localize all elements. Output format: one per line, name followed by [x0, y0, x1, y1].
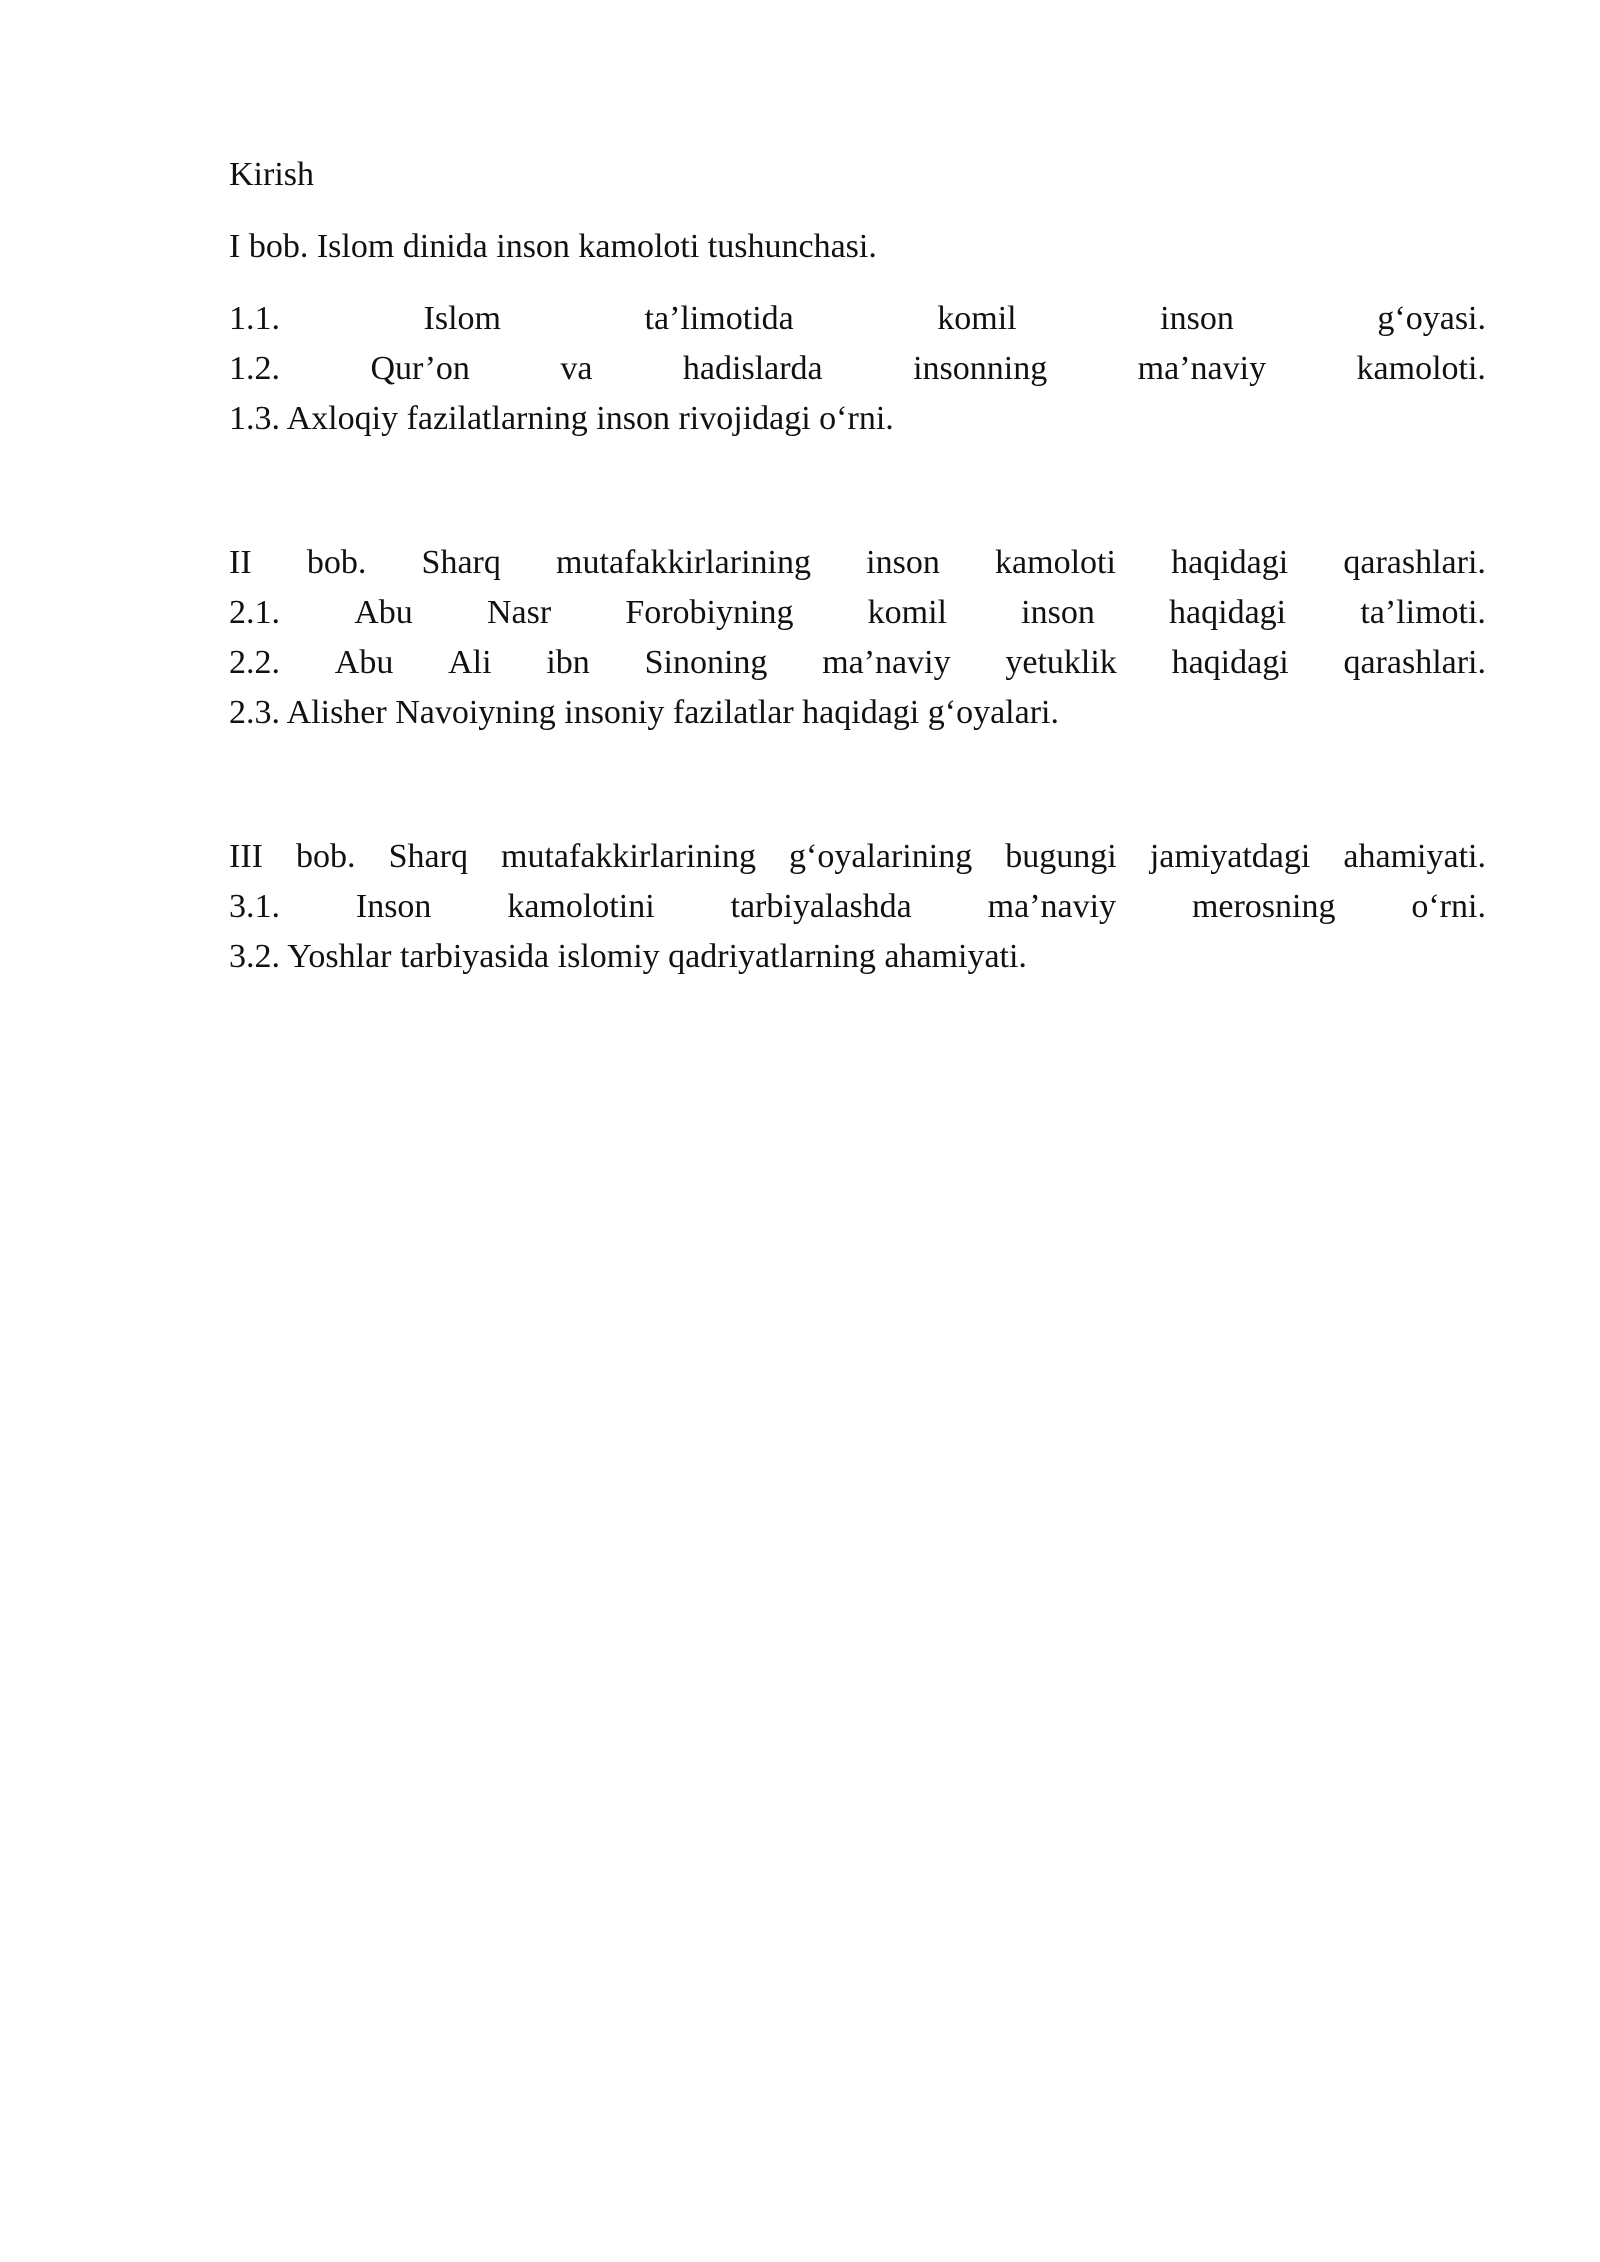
word: ibn: [546, 644, 590, 681]
word: jamiyatdagi: [1149, 838, 1311, 875]
word: bob.: [296, 838, 356, 875]
word: komil: [867, 594, 947, 631]
word: inson: [1021, 594, 1095, 631]
word: tarbiyalashda: [730, 888, 912, 925]
toc-item-2-2: [229, 638, 1486, 688]
toc-item-1-2: [229, 344, 1486, 394]
word: g‘oyalarining: [789, 838, 973, 875]
word: inson: [1160, 300, 1234, 337]
word: insonning: [913, 350, 1048, 387]
word: III: [229, 838, 263, 875]
word: Sharq: [388, 838, 468, 875]
word: kamoloti: [995, 544, 1116, 581]
word: II: [229, 544, 252, 581]
word: 2.2.: [229, 644, 280, 681]
toc-item-1-1: [229, 294, 1486, 344]
word: Islom: [423, 300, 501, 337]
word: ma’naviy: [987, 888, 1117, 925]
word: mutafakkirlarining: [556, 544, 811, 581]
spacer: [229, 444, 1486, 538]
word: haqidagi: [1169, 594, 1287, 631]
word: ma’naviy: [1137, 350, 1267, 387]
word: Forobiyning: [625, 594, 794, 631]
toc-chapter-2: [229, 538, 1486, 738]
word: g‘oyasi.: [1377, 300, 1486, 337]
toc-item-1-3: 1.3. Axloqiy fazilatlarning inson rivojidagi o‘rni.: [229, 400, 894, 437]
word: bugungi: [1005, 838, 1117, 875]
word: Sinoning: [644, 644, 768, 681]
word: yetuklik: [1005, 644, 1117, 681]
word: Inson: [355, 888, 432, 925]
word: kamoloti.: [1356, 350, 1486, 387]
word: Sharq: [421, 544, 501, 581]
word: bob.: [306, 544, 367, 581]
word: 2.1.: [229, 594, 280, 631]
word: ta’limoti.: [1360, 594, 1486, 631]
word: o‘rni.: [1411, 888, 1486, 925]
toc-chapter-3: [229, 832, 1486, 982]
word: Abu: [354, 594, 413, 631]
word: 3.1.: [229, 888, 280, 925]
word: ahamiyati.: [1343, 838, 1486, 875]
word: hadislarda: [682, 350, 823, 387]
word: Abu: [334, 644, 394, 681]
toc-chapter-3-title: [229, 832, 1486, 882]
toc-chapter-2-title: [229, 538, 1486, 588]
word: mutafakkirlarining: [501, 838, 756, 875]
word: Qur’on: [370, 350, 470, 387]
toc-item-3-2: 3.2. Yoshlar tarbiyasida islomiy qadriyatlarning ahamiyati.: [229, 938, 1027, 975]
toc-chapter-1-items: [229, 294, 1486, 444]
word: inson: [866, 544, 940, 581]
word: ta’limotida: [644, 300, 794, 337]
word: komil: [937, 300, 1017, 337]
word: qarashlari.: [1343, 544, 1486, 581]
word: haqidagi: [1171, 544, 1289, 581]
toc-item-2-1: [229, 588, 1486, 638]
word: va: [560, 350, 593, 387]
toc-chapter-1-title: I bob. Islom dinida inson kamoloti tushunchasi.: [229, 228, 877, 265]
toc-item-3-1: [229, 882, 1486, 932]
toc-item-2-3: 2.3. Alisher Navoiyning insoniy fazilatlar haqidagi g‘oyalari.: [229, 694, 1059, 731]
word: haqidagi: [1171, 644, 1289, 681]
word: kamolotini: [507, 888, 655, 925]
word: merosning: [1191, 888, 1336, 925]
word: 1.1.: [229, 300, 280, 337]
toc-intro: Kirish: [229, 156, 314, 193]
word: 1.2.: [229, 350, 280, 387]
word: Ali: [448, 644, 492, 681]
word: qarashlari.: [1343, 644, 1486, 681]
word: ma’naviy: [822, 644, 951, 681]
word: Nasr: [486, 594, 552, 631]
document-page: [229, 150, 1486, 982]
spacer: [229, 738, 1486, 832]
